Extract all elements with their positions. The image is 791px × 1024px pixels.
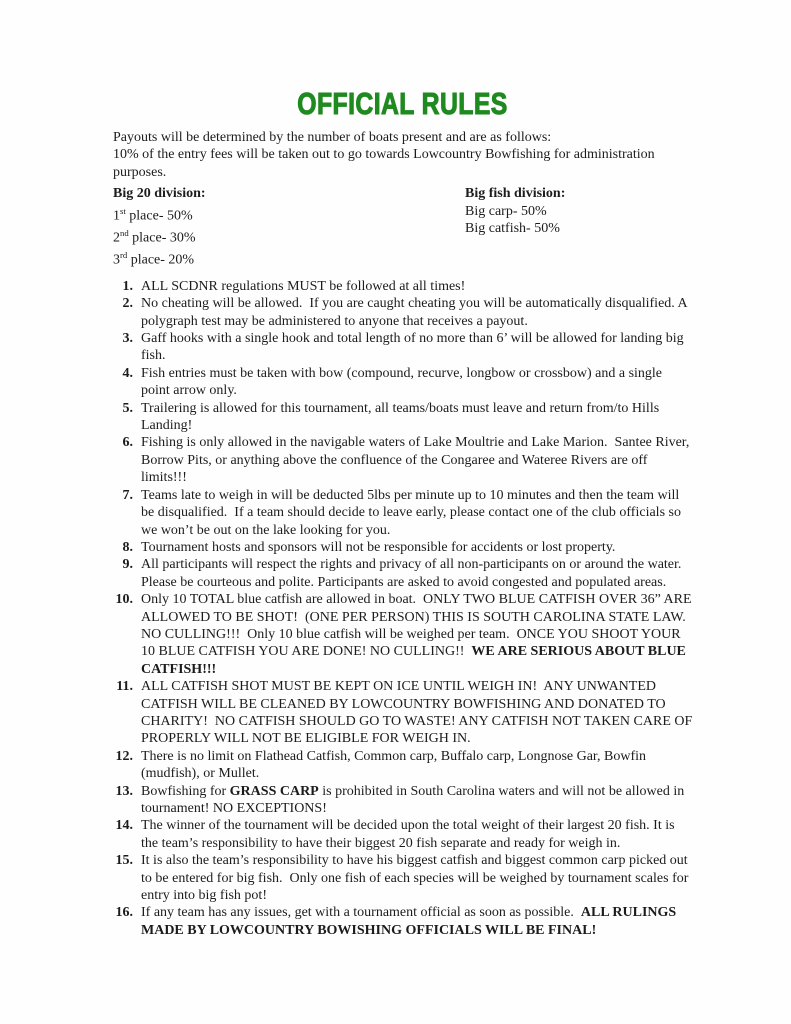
rule-text-segment: If any team has any issues, get with a tournament official as soon as possible. <box>141 905 581 921</box>
rule-number: 8. <box>122 539 133 555</box>
rule-text <box>141 556 693 591</box>
rule-text <box>141 295 693 330</box>
rule-text-segment: It is also the team’s responsibility to have his biggest catfish and biggest common carp picked out to be entered for big fish. Only one fish of each species will be weighed by tournament scales for entry into big fish pot! <box>141 853 692 904</box>
rule-number: 4. <box>122 365 133 381</box>
intro-line: Payouts will be determined by the number of boats present and are as follows: <box>113 130 552 145</box>
rule-number: 12. <box>115 748 133 764</box>
rule-text-segment: No cheating will be allowed. If you are caught cheating you will be automatically disqualified. A polygraph test may be administered to anyone that receives a payout. <box>141 296 691 329</box>
rules-list <box>113 278 696 939</box>
intro-line: 10% of the entry fees will be taken out to go towards Lowcountry Bowfishing for administration purposes. <box>113 147 659 180</box>
rule-item <box>113 852 693 904</box>
rule-text-segment: Bowfishing for <box>141 783 230 799</box>
rule-text-segment: Fishing is only allowed in the navigable waters of Lake Moultrie and Lake Marion. Santee River, Borrow Pits, or anything above the confluence of the Congaree and Wateree Rivers are off limits!!! <box>141 435 693 486</box>
rule-text <box>141 278 693 295</box>
rule-number: 11. <box>116 679 133 695</box>
rule-item <box>113 591 693 678</box>
rule-text-bold-segment: GRASS CARP <box>229 783 319 799</box>
rule-item <box>113 556 693 591</box>
rule-number: 14. <box>115 818 133 834</box>
rule-text <box>141 678 696 748</box>
rule-number: 15. <box>115 853 133 869</box>
rule-item <box>113 330 693 365</box>
divisions-section <box>113 185 693 269</box>
rule-text-bold-segment: ALL RULINGS MADE BY LOWCOUNTRY BOWISHING OFFICIALS WILL BE FINAL! <box>141 905 680 938</box>
rule-text-segment: is prohibited in South Carolina waters and will not be allowed in tournament! NO EXCEPTIONS! <box>141 783 688 816</box>
rule-text-segment: ALL CATFISH SHOT MUST BE KEPT ON ICE UNTIL WEIGH IN! ANY UNWANTED CATFISH WILL BE CLEANED BY LOWCOUNTRY BOWFISHING AND DONATED TO CHARITY! NO CATFISH SHOULD GO TO WASTE! ANY CATFISH NOT TAKEN CARE OF PROPERLY WILL NOT BE ELIGIBLE FOR WEIGH IN. <box>141 679 696 747</box>
rule-item <box>113 278 693 295</box>
rule-number: 1. <box>122 278 133 294</box>
rule-text <box>141 591 693 678</box>
title-row <box>113 86 693 122</box>
rule-item <box>113 817 693 852</box>
big20-division-column <box>113 185 465 269</box>
rule-text-segment: All participants will respect the rights and privacy of all non-participants on or around the water. Please be courteous and polite. Participants are asked to avoid congested and populated areas. <box>141 557 685 590</box>
rule-text <box>141 400 693 435</box>
rule-text-segment: Teams late to weigh in will be deducted 5lbs per minute up to 10 minutes and then the team will be disqualified. If a team should decide to leave early, please contact one of the club officials so we won’t be out on the lake looking for you. <box>141 487 685 538</box>
rule-item <box>113 904 693 939</box>
rule-text-segment: Fish entries must be taken with bow (compound, recurve, longbow or crossbow) and a single point arrow only. <box>141 365 666 399</box>
rule-text-segment: Only 10 TOTAL blue catfish are allowed in boat. ONLY TWO BLUE CATFISH OVER 36” ARE ALLOWED TO BE SHOT! (ONE PER PERSON) THIS IS SOUTH CAROLINA STATE LAW. NO CULLING!!! Only 10 blue catfish will be weighed per team. ONCE YOU SHOOT YOUR 10 BLUE CATFISH YOU ARE DONE! NO CULLING!! <box>141 592 695 660</box>
rule-item <box>113 539 693 556</box>
rule-number: 5. <box>122 400 133 416</box>
big20-place-row: 1st place- 50% <box>113 205 193 224</box>
rule-text-segment: There is no limit on Flathead Catfish, Common carp, Buffalo carp, Longnose Gar, Bowfin (mudfish), or Mullet. <box>141 748 650 782</box>
rule-item <box>113 487 693 539</box>
bigfish-entry-row: Big catfish- 50% <box>465 221 560 237</box>
rule-text-segment: ALL SCDNR regulations MUST be followed at all times! <box>141 278 466 294</box>
rule-text <box>141 487 693 539</box>
rule-text <box>141 852 693 904</box>
rule-text <box>141 748 693 783</box>
bigfish-entry-row: Big carp- 50% <box>465 203 547 219</box>
big20-division-heading: Big 20 division: <box>113 186 206 202</box>
rule-item <box>113 365 693 400</box>
rule-item <box>113 783 693 818</box>
rule-text-segment: Gaff hooks with a single hook and total length of no more than 6’ will be allowed for landing big fish. <box>141 331 688 364</box>
rule-item <box>113 678 696 748</box>
page-title: OFFICIAL RULES <box>297 86 509 121</box>
rule-number: 3. <box>122 331 133 347</box>
rule-item <box>113 295 693 330</box>
big20-place-row: 2nd place- 30% <box>113 227 196 246</box>
rule-text-segment: The winner of the tournament will be decided upon the total weight of their largest 20 fish. It is the team’s responsibility to have their biggest 20 fish separate and ready for weigh in. <box>141 818 679 851</box>
rule-text <box>141 434 693 486</box>
bigfish-entries <box>465 203 693 238</box>
rule-item <box>113 748 693 783</box>
rule-number: 10. <box>115 592 133 608</box>
rule-text-segment: Tournament hosts and sponsors will not be responsible for accidents or lost property. <box>141 539 616 555</box>
rule-number: 13. <box>115 783 133 799</box>
big20-places <box>113 203 465 269</box>
rule-number: 2. <box>122 296 133 312</box>
rule-text <box>141 783 693 818</box>
rule-text <box>141 330 693 365</box>
rule-number: 6. <box>122 435 133 451</box>
rule-text <box>141 539 693 556</box>
rule-text <box>141 365 693 400</box>
rule-number: 9. <box>122 557 133 573</box>
bigfish-division-heading: Big fish division: <box>465 186 566 202</box>
bigfish-division-column <box>465 185 693 269</box>
rule-text-bold-segment: WE ARE SERIOUS ABOUT BLUE CATFISH!!! <box>141 644 690 677</box>
rule-number: 16. <box>115 905 133 921</box>
document-content <box>113 86 696 939</box>
rule-text <box>141 817 693 852</box>
rule-text-segment: Trailering is allowed for this tournament, all teams/boats must leave and return from/to Hills Landing! <box>141 400 663 434</box>
rule-number: 7. <box>122 487 133 503</box>
big20-place-row: 3rd place- 20% <box>113 249 195 268</box>
rule-text <box>141 904 693 939</box>
rule-item <box>113 400 693 435</box>
rule-item <box>113 434 693 486</box>
intro-paragraph <box>113 129 693 181</box>
